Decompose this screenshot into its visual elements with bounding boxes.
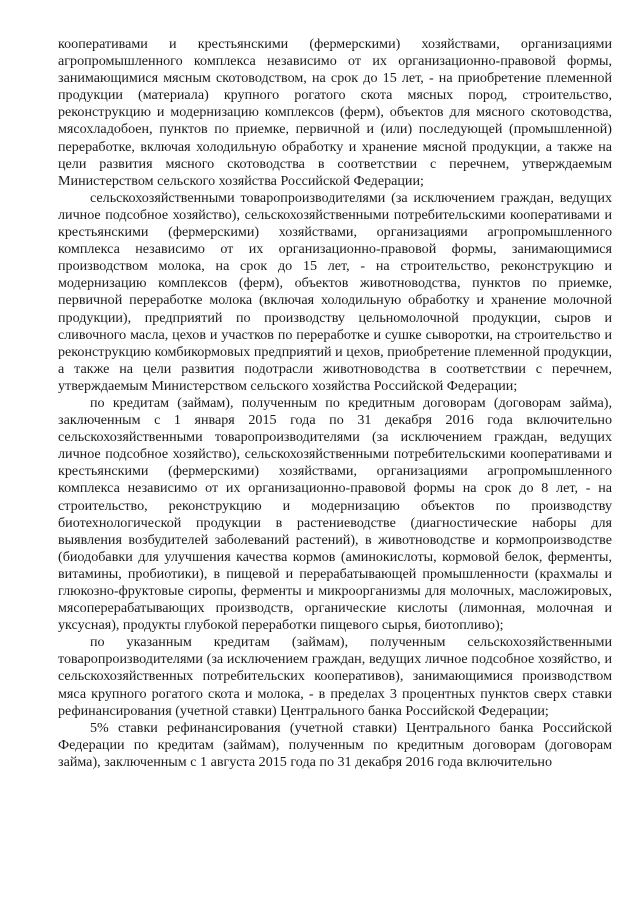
paragraph-3: по кредитам (займам), полученным по кредитным договорам (договорам займа), заключенным с 1 января 2015 года по 31 декабря 2016 года включительно сельскохозяйственными товаропроизводителями (за исключением граждан, ведущих личное подсобное хозяйство), сельскохозяйственными потребительскими кооперативами и крестьянскими (фермерскими) хозяйствами, организациями агропромышленного комплекса независимо от их организационно-правовой формы на срок до 8 лет, - на строительство, реконструкцию и модернизацию объектов по производству биотехнологической продукции в растениеводстве (диагностические наборы для выявления возбудителей заболеваний растений), в животноводстве и кормопроизводстве (биодобавки для улучшения качества кормов (аминокислоты, кормовой белок, ферменты, витамины, пробиотики), в пищевой и перерабатывающей промышленности (крахмалы и глюкозно-фруктовые сиропы, ферменты и микроорганизмы для молочных, масложировых, мясоперерабатывающих производств, органические кислоты (лимонная, молочная и уксусная), продукты глубокой переработки пищевого сырья, биотопливо); [58,394,612,634]
document-page [58,36,612,771]
paragraph-2: сельскохозяйственными товаропроизводителями (за исключением граждан, ведущих личное подсобное хозяйство), сельскохозяйственными потребительскими кооперативами и крестьянскими (фермерскими) хозяйствами, организациями агропромышленного комплекса независимо от их организационно-правовой формы, занимающимися производством молока, на срок до 15 лет, - на строительство, реконструкцию и модернизацию комплексов (ферм), объектов животноводства, пунктов по приемке, первичной переработке молока (включая холодильную обработку и хранение молочной продукции), предприятий по производству цельномолочной продукции, сыров и сливочного масла, цехов и участков по переработке и сушке сыворотки, на строительство и реконструкцию комбикормовых предприятий и цехов, приобретение племенной продукции, а также на цели развития подотрасли животноводства в соответствии с перечнем, утверждаемым Министерством сельского хозяйства Российской Федерации; [58,189,612,394]
paragraph-5: 5% ставки рефинансирования (учетной ставки) Центрального банка Российской Федерации по кредитам (займам), полученным по кредитным договорам (договорам займа), заключенным с 1 августа 2015 года по 31 декабря 2016 года включительно [58,719,612,770]
paragraph-4: по указанным кредитам (займам), полученным сельскохозяйственными товаропроизводителями (за исключением граждан, ведущих личное подсобное хозяйство, и сельскохозяйственных потребительских кооперативов), занимающимися производством мяса крупного рогатого скота и молока, - в пределах 3 процентных пунктов сверх ставки рефинансирования (учетной ставки) Центрального банка Российской Федерации; [58,634,612,719]
paragraph-1: кооперативами и крестьянскими (фермерскими) хозяйствами, организациями агропромышленного комплекса независимо от их организационно-правовой формы, занимающимися мясным скотоводством, на срок до 15 лет, - на приобретение племенной продукции (материала) крупного рогатого скота мясных пород, строительство, реконструкцию и модернизацию комплексов (ферм), объектов для мясного скотоводства, мясохладобоен, пунктов по приемке, первичной и (или) последующей (промышленной) переработке, включая холодильную обработку и хранение мясной продукции, а также на цели развития мясного скотоводства в соответствии с перечнем, утверждаемым Министерством сельского хозяйства Российской Федерации; [58,36,612,189]
